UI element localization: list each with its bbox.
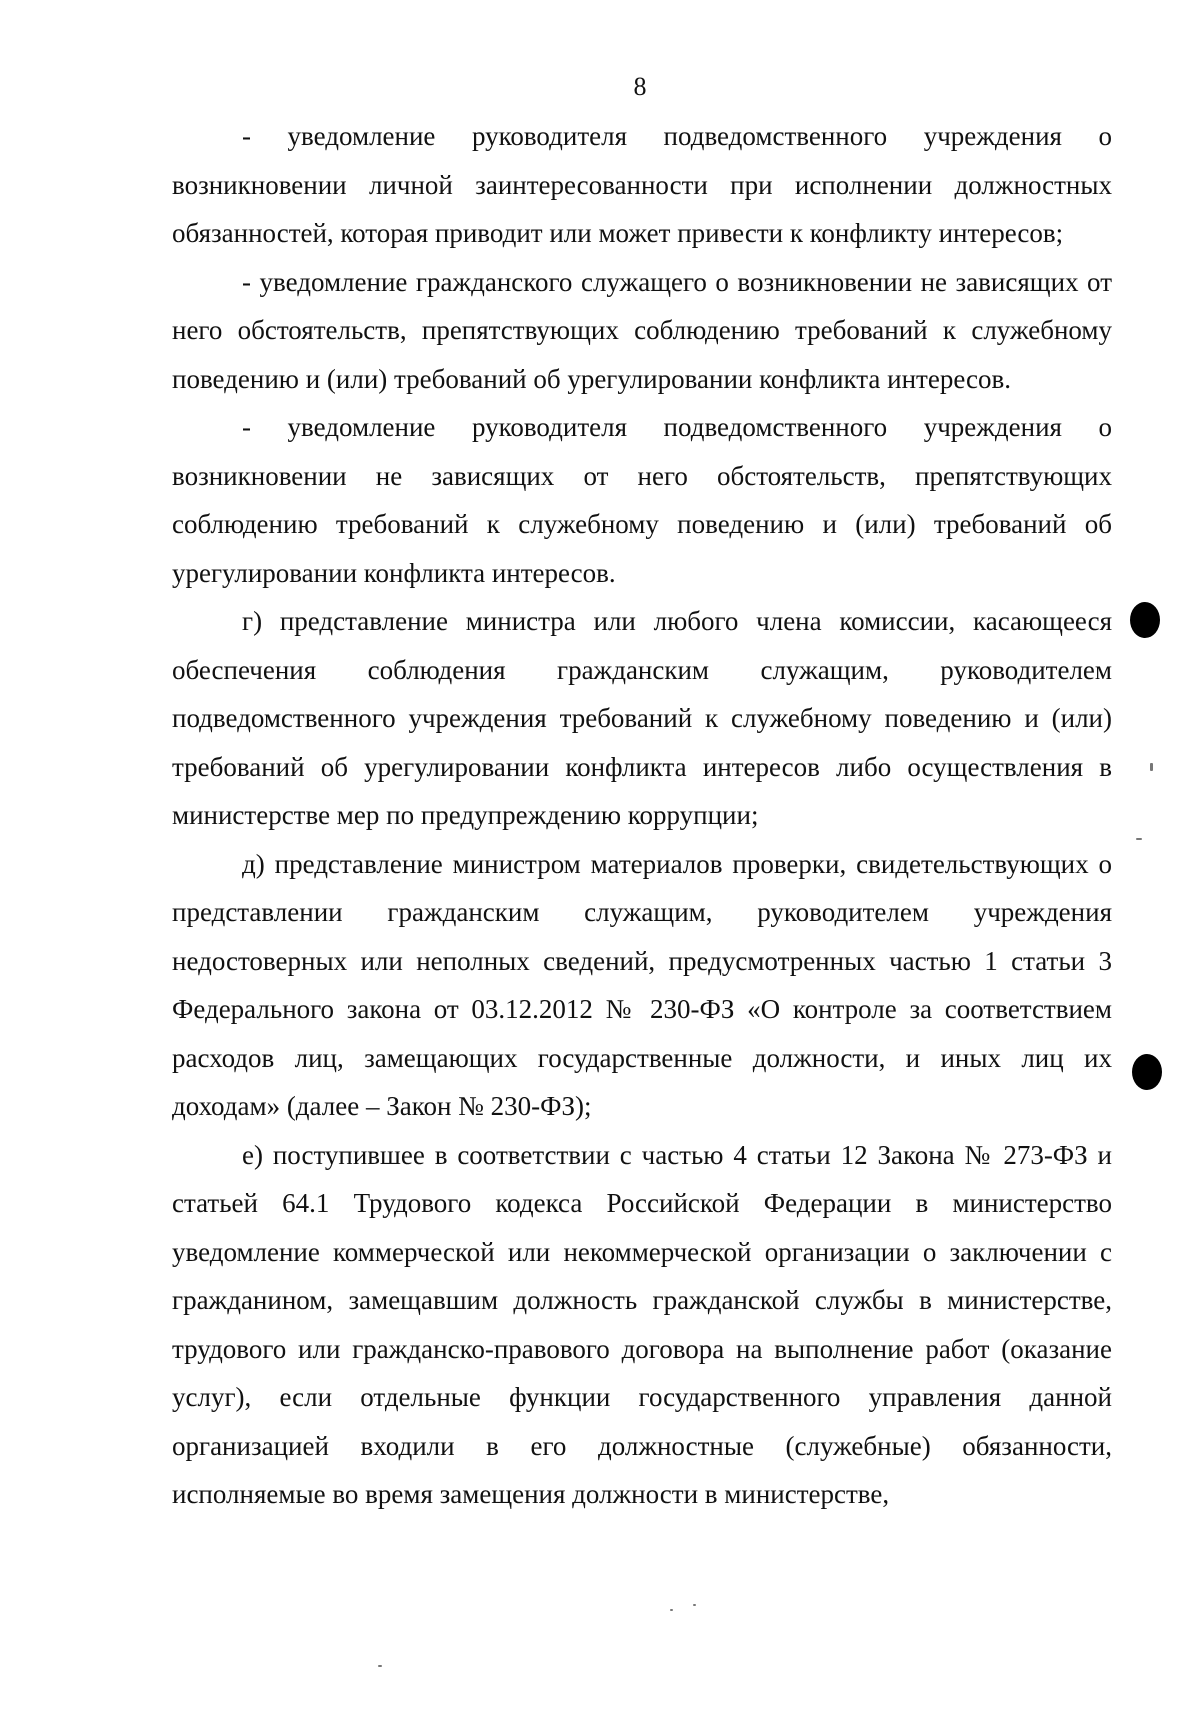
paragraph-item-e: е) поступившее в соответствии с частью 4 статьи 12 Закона № 273-ФЗ и статьей 64.1 Трудового кодекса Российской Федерации в министерство уведомление коммерческой или некоммерческой организации о заключении с гражданином, замещавшим должность гражданской службы в министерстве, трудового или гражданско-правового договора на выполнение работ (оказание услуг), если отдельные функции государственного управления данной организацией входили в его должностные (служебные) обязанности, исполняемые во время замещения должности в министерстве,	[172, 1139, 1112, 1509]
scan-speck	[693, 1604, 696, 1606]
paragraph-notice-servant-circumstances: - уведомление гражданского служащего о возникновении не зависящих от него обстоятельств, препятствующих соблюдению требований к служебному поведению и (или) требований об урегулировании конфликта интересов.	[172, 266, 1112, 394]
page-number: 8	[633, 72, 647, 101]
document-body	[172, 112, 1112, 1519]
paragraph-item-g: г) представление министра или любого члена комиссии, касающееся обеспечения соблюдения гражданским служащим, руководителем подведомственного учреждения требований к служебному поведению и (или) требований об урегулировании конфликта интересов либо осуществления в министерстве мер по предупреждению коррупции;	[172, 606, 1112, 830]
scan-speck	[1150, 763, 1153, 771]
scan-speck	[670, 1609, 673, 1611]
punch-hole-mark	[1132, 1054, 1162, 1090]
paragraph-notice-head-circumstances: - уведомление руководителя подведомственного учреждения о возникновении не зависящих от него обстоятельств, препятствующих соблюдению требований к служебному поведению и (или) требований об урегулировании конфликта интересов.	[172, 412, 1112, 588]
scan-speck	[1136, 838, 1142, 840]
paragraph-notice-head-interest: - уведомление руководителя подведомственного учреждения о возникновении личной заинтересованности при исполнении должностных обязанностей, которая приводит или может привести к конфликту интересов;	[172, 121, 1112, 248]
punch-hole-mark	[1130, 602, 1160, 638]
paragraph-item-d: д) представление министром материалов проверки, свидетельствующих о представлении гражданским служащим, руководителем учреждения недостоверных или неполных сведений, предусмотренных частью 1 статьи 3 Федерального закона от 03.12.2012 № 230-ФЗ «О контроле за соответствием расходов лиц, замещающих государственные должности, и иных лиц их доходам» (далее – Закон № 230-ФЗ);	[172, 848, 1112, 1121]
scan-speck	[378, 1665, 382, 1667]
